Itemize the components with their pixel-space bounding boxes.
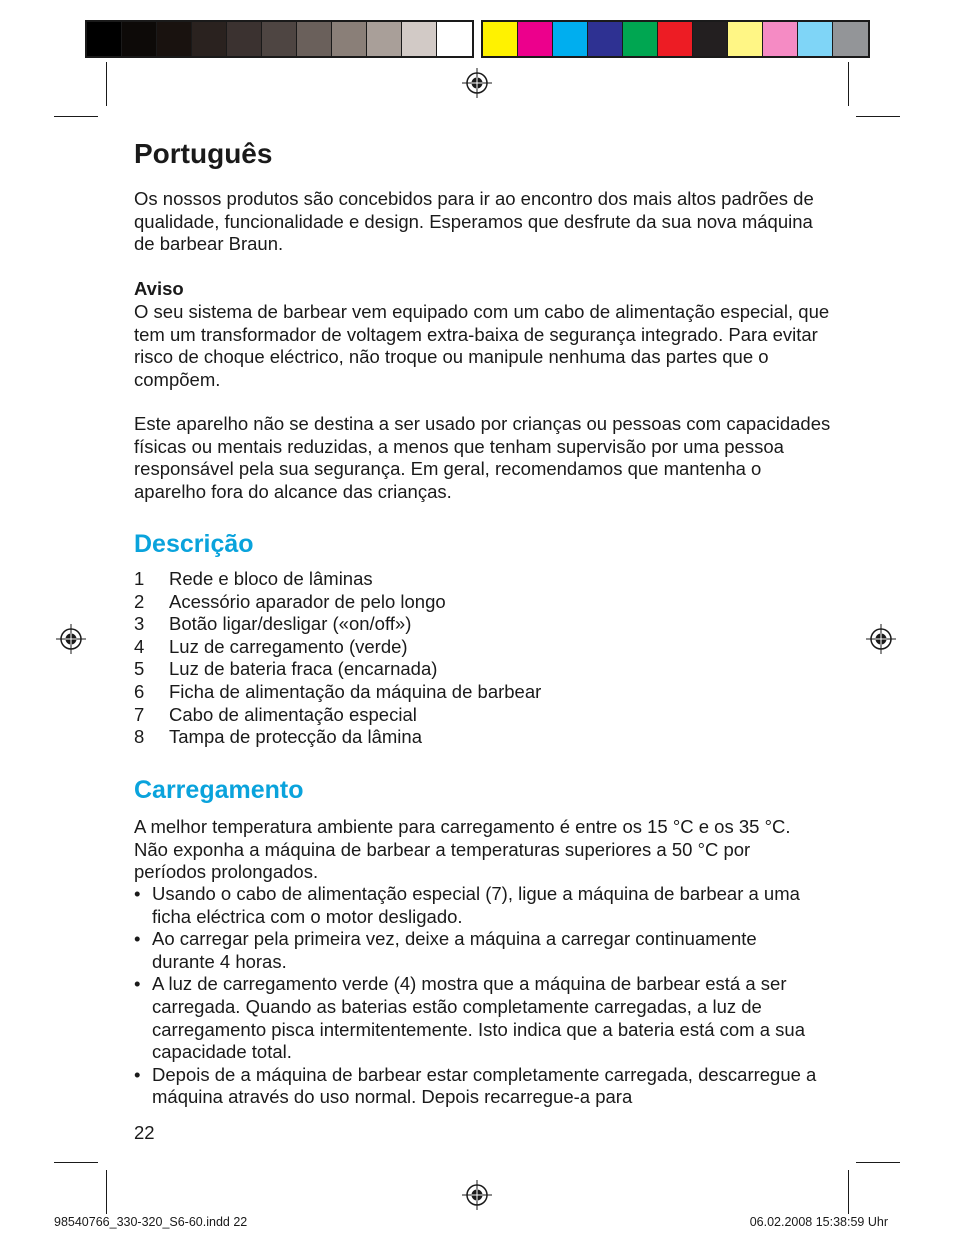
page-title: Português [134, 138, 273, 169]
color-swatch [227, 22, 262, 56]
color-swatch [763, 22, 798, 56]
slug-filename: 98540766_330-320_S6-60.indd 22 [54, 1215, 248, 1229]
list-item [134, 568, 541, 591]
crop-mark [54, 1162, 98, 1163]
crop-mark [848, 62, 849, 106]
color-swatch [693, 22, 728, 56]
color-swatch [192, 22, 227, 56]
charging-intro: A melhor temperatura ambiente para carregamento é entre os 15 °C e os 35 °C. Não exponha a máquina de barbear a temperaturas superiores a 50 °C por períodos prolongados. [134, 816, 791, 883]
item-number: 1 [134, 568, 145, 589]
list-item [134, 658, 541, 681]
list-item: • Ao carregar pela primeira vez, deixe a máquina a carregar continuamente durante 4 horas. [134, 928, 824, 973]
list-item [134, 726, 541, 749]
color-swatch [437, 22, 472, 56]
color-swatch [297, 22, 332, 56]
crop-mark [54, 116, 98, 117]
description-list [134, 568, 541, 749]
intro-paragraph: Os nossos produtos são concebidos para ir ao encontro dos mais altos padrões de qualidade, funcionalidade e design. Esperamos que desfrute da sua nova máquina de barbear Braun. [134, 188, 814, 255]
item-text: Ficha de alimentação da máquina de barbear [169, 680, 542, 702]
item-number: 6 [134, 680, 145, 702]
item-text: Acessório aparador de pelo longo [169, 590, 446, 612]
list-item [134, 613, 541, 636]
registration-mark-icon [56, 624, 86, 654]
color-swatch [728, 22, 763, 56]
item-text: Botão ligar/desligar («on/off») [169, 613, 412, 635]
item-number: 2 [134, 590, 145, 612]
description-heading: Descrição [134, 530, 254, 558]
color-swatch [658, 22, 693, 56]
color-swatch [518, 22, 553, 56]
page-number: 22 [134, 1122, 155, 1143]
crop-mark [106, 62, 107, 106]
color-swatch [483, 22, 518, 56]
color-swatch [588, 22, 623, 56]
item-number: 3 [134, 613, 145, 635]
color-swatch [553, 22, 588, 56]
color-swatch [87, 22, 122, 56]
registration-mark-icon [462, 1180, 492, 1210]
item-text: Cabo de alimentação especial [169, 703, 417, 725]
list-item: • Usando o cabo de alimentação especial (7), ligue a máquina de barbear a uma ficha eléctrica com o motor desligado. [134, 883, 824, 928]
item-text: Luz de bateria fraca (encarnada) [169, 658, 438, 680]
color-swatch [402, 22, 437, 56]
warning-label: Aviso [134, 278, 184, 299]
process-color-bar [481, 20, 870, 58]
item-text: Luz de carregamento (verde) [169, 635, 408, 657]
item-text: Rede e bloco de lâminas [169, 568, 373, 589]
children-paragraph: Este aparelho não se destina a ser usado por crianças ou pessoas com capacidades físicas ou mentais reduzidas, a menos que tenham supervisão por uma pessoa responsável pela sua segurança. Em geral, recomendamos que mantenha o aparelho fora do alcance das crianças. [134, 413, 831, 502]
crop-mark [856, 1162, 900, 1163]
color-swatch [332, 22, 367, 56]
item-number: 7 [134, 703, 145, 725]
registration-mark-icon [462, 68, 492, 98]
crop-mark [106, 1170, 107, 1214]
warning-paragraph: O seu sistema de barbear vem equipado com um cabo de alimentação especial, que tem um transformador de voltagem extra-baixa de segurança integrado. Para evitar risco de choque eléctrico, não troque ou manipule nenhuma das partes que o compõem. [134, 301, 830, 390]
list-item [134, 704, 541, 727]
charging-heading: Carregamento [134, 776, 304, 804]
item-number: 4 [134, 635, 145, 657]
registration-mark-icon [866, 624, 896, 654]
list-item [134, 681, 541, 704]
item-number: 5 [134, 658, 145, 680]
crop-mark [856, 116, 900, 117]
list-item [134, 591, 541, 614]
color-swatch [623, 22, 658, 56]
charging-bullet-list [134, 883, 824, 1109]
color-swatch [798, 22, 833, 56]
color-swatch [122, 22, 157, 56]
color-swatch [833, 22, 868, 56]
item-text: Tampa de protecção da lâmina [169, 726, 422, 748]
item-number: 8 [134, 726, 145, 748]
list-item: • A luz de carregamento verde (4) mostra que a máquina de barbear está a ser carregada. Quando as baterias estão completamente carregadas, a luz de carregamento pisca intermitentemente. Isto indica que a bateria está com a sua capacidade total. [134, 973, 824, 1063]
slug-timestamp: 06.02.2008 15:38:59 Uhr [749, 1215, 888, 1229]
color-swatch [367, 22, 402, 56]
list-item: • Depois de a máquina de barbear estar completamente carregada, descarregue a máquina através do uso normal. Depois recarregue-a para [134, 1064, 824, 1109]
color-swatch [157, 22, 192, 56]
grayscale-color-bar [85, 20, 474, 58]
color-swatch [262, 22, 297, 56]
list-item [134, 636, 541, 659]
crop-mark [848, 1170, 849, 1214]
